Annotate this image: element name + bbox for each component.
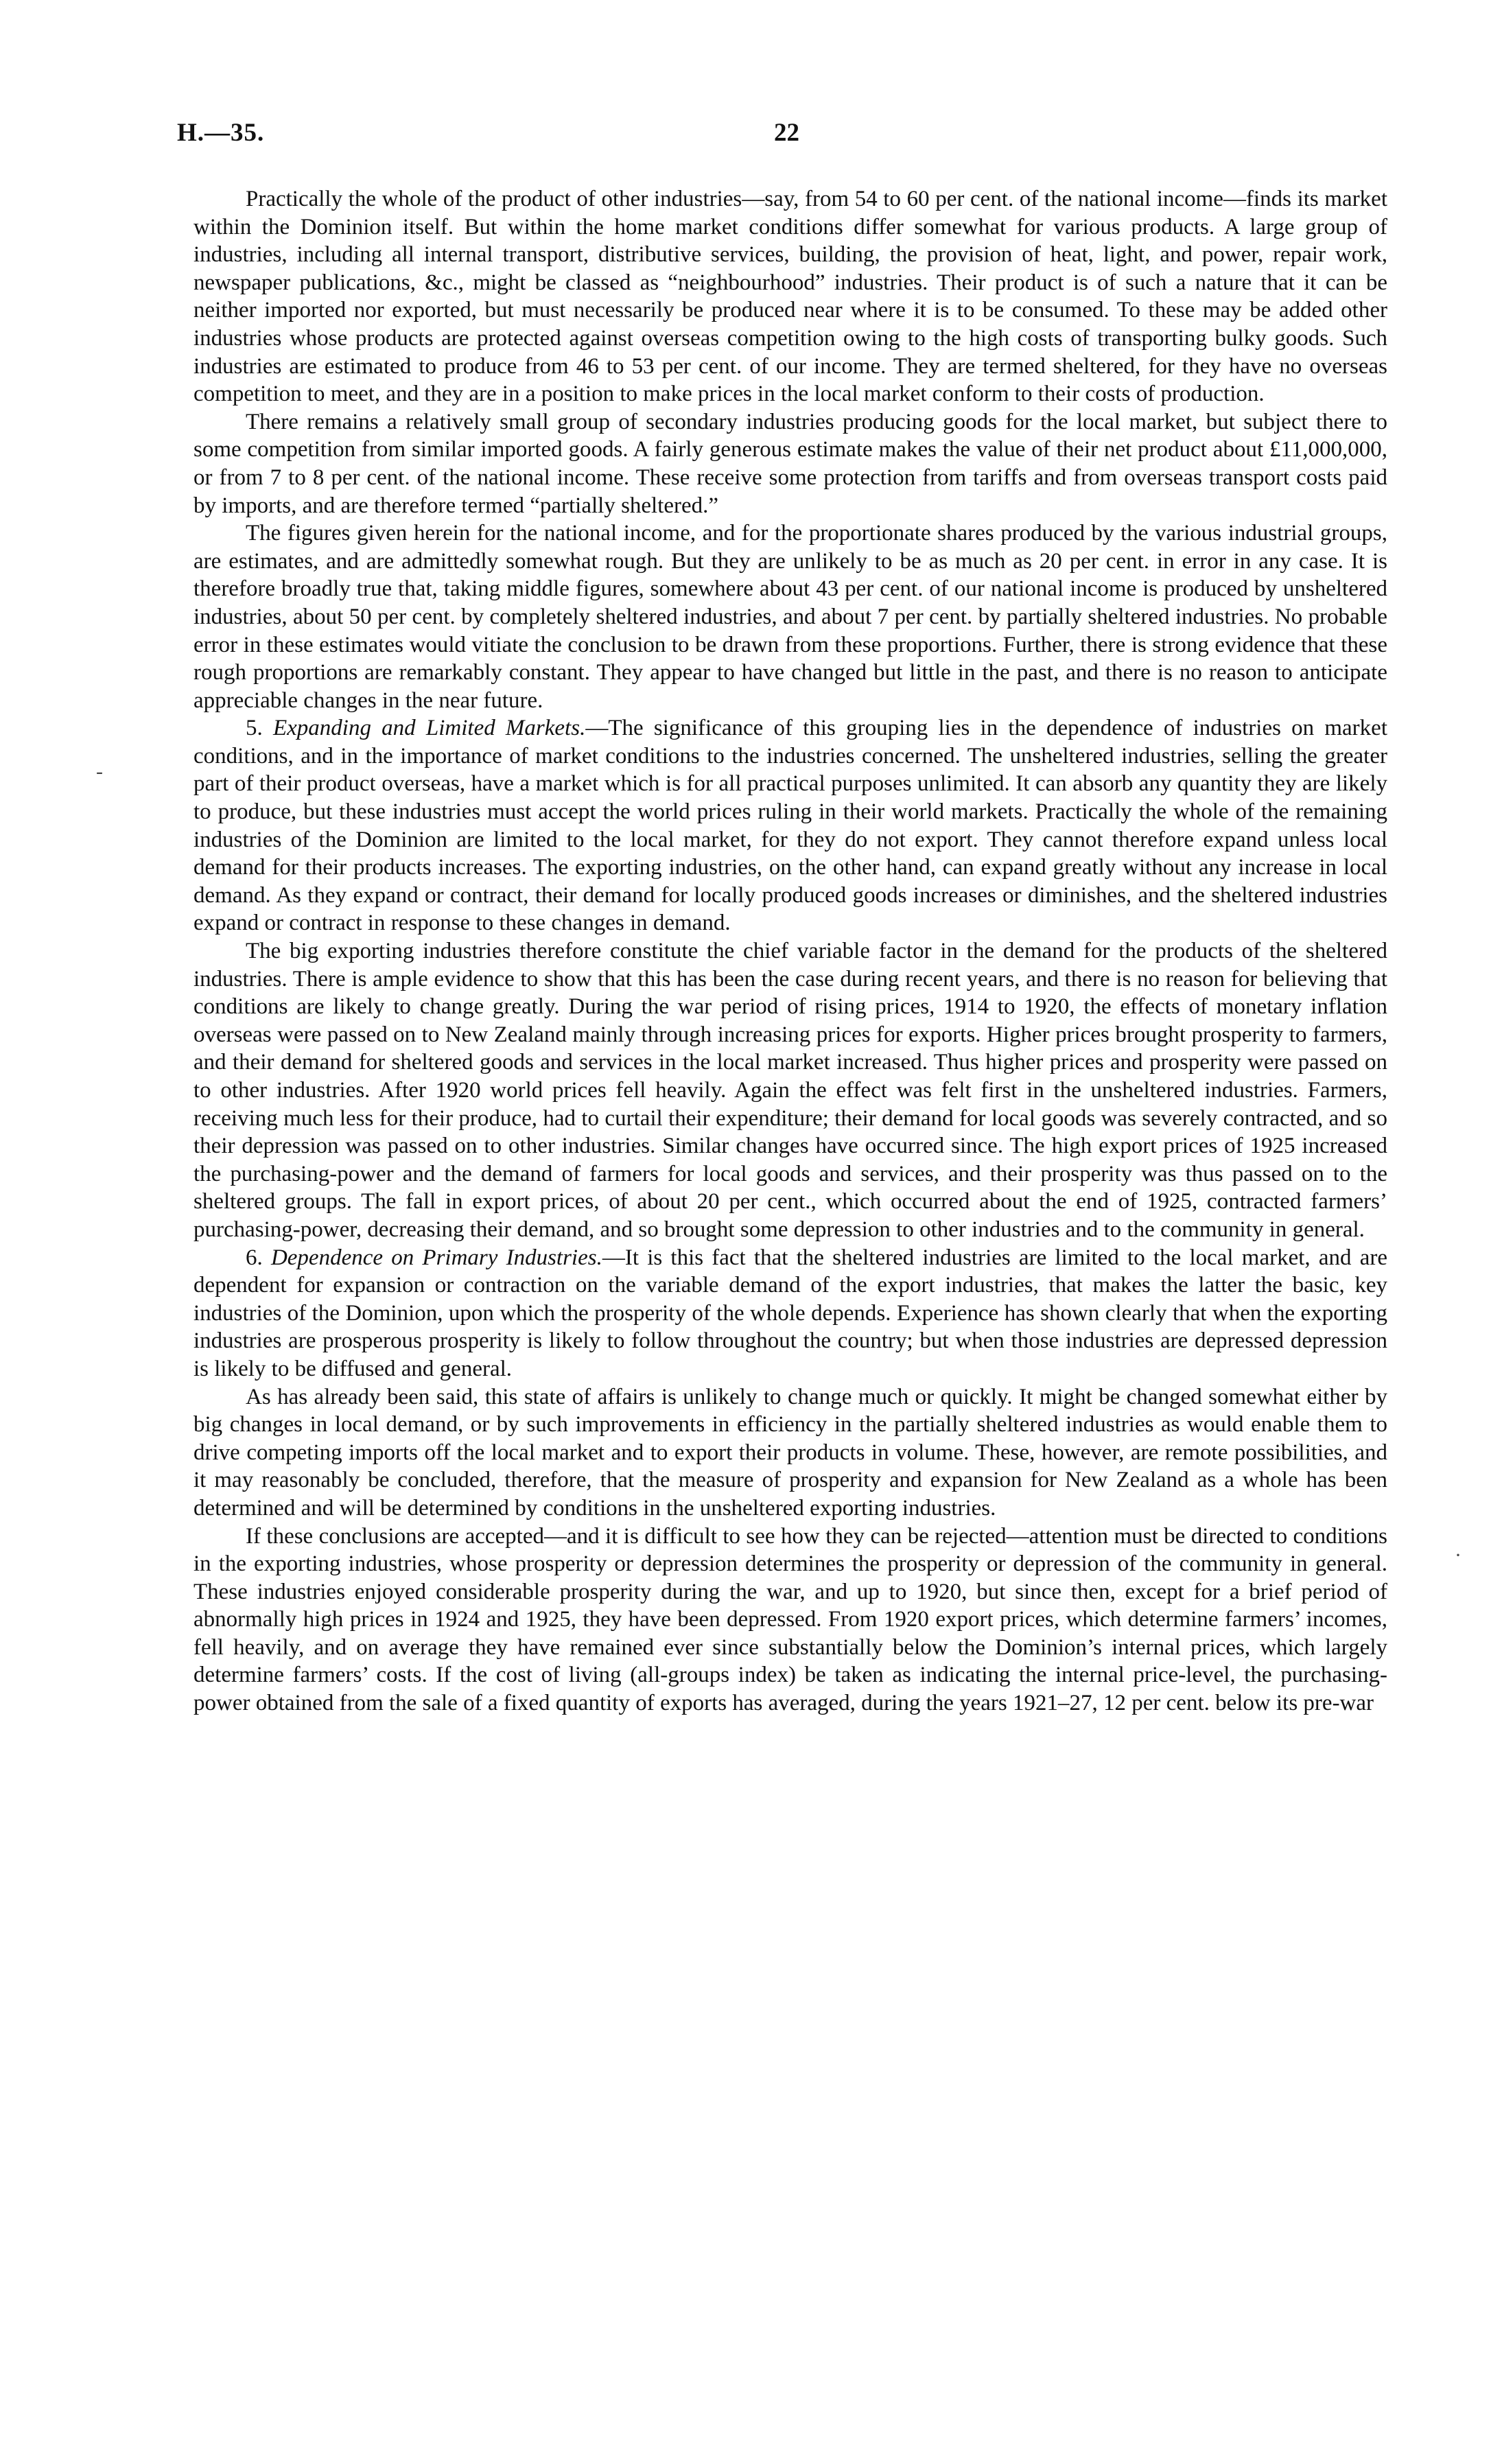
paragraph-text: —It is this fact that the sheltered industries are limited to the local market, and are dependent for expansion or contraction on the variable demand of the export industries, that makes the latter the basic, key industries of the Dominion, upon which the prosperity of the whole depends. Experience has shown clearly that when the exporting industries are prosperous prosperity is likely to follow throughout the country; but when those industries are depressed depression is likely to be diffused and general. [193,1245,1387,1381]
paragraph [193,714,1387,937]
section-heading: Dependence on Primary Industries. [270,1245,602,1270]
paragraph: Practically the whole of the product of other industries—say, from 54 to 60 per cent. of the national income—finds its market within the Dominion itself. But within the home market conditions differ somewhat for various products. A large group of industries, including all internal transport, distributive services, building, the provision of heat, light, and power, repair work, newspaper publications, &c., might be classed as “neighbourhood” industries. Their product is of such a nature that it can be neither imported nor exported, but must necessarily be produced near where it is to be consumed. To these may be added other industries whose products are protected against overseas competition owing to the high costs of transporting bulky goods. Such industries are estimated to produce from 46 to 53 per cent. of our income. They are termed sheltered, for they have no overseas competition to meet, and they are in a position to make prices in the local market conform to their costs of production. [193,187,1387,407]
section-number: 6. [246,1245,263,1270]
paragraph: If these conclusions are accepted—and it is difficult to see how they can be rejected—attention must be directed to conditions in the exporting industries, whose prosperity or depression determines the prosperity or depression of the community in general. These industries enjoyed considerable prosperity during the war, and up to 1920, but since then, except for a brief period of abnormally high prices in 1924 and 1925, they have been depressed. From 1920 export prices, which determine farmers’ incomes, fell heavily, and on average they have remained ever since substantially below the Dominion’s internal prices, which largely determine farmers’ costs. If the cost of living (all-groups index) be taken as indicating the internal price-level, the purchasing-power obtained from the sale of a fixed quantity of exports has averaged, during the years 1921–27, 12 per cent. below its pre-war [193,1523,1387,1716]
document-reference: H.—35. [177,119,265,147]
margin-dot: - [96,760,103,783]
running-header [0,118,1491,159]
body-text [193,185,1387,1717]
section-number: 5. [246,716,263,741]
margin-dot: · [1455,1544,1461,1567]
section-heading: Expanding and Limited Markets. [272,716,586,741]
paragraph: As has already been said, this state of affairs is unlikely to change much or quickly. It might be changed somewhat either by big changes in local demand, or by such improvements in efficiency in the partially sheltered industries as would enable them to drive competing imports off the local market and to export their products in volume. These, however, are remote possibilities, and it may reasonably be concluded, therefore, that the measure of prosperity and expansion for New Zealand as a whole has been determined and will be determined by conditions in the unsheltered exporting industries. [193,1384,1387,1521]
page-number: 22 [774,119,799,147]
paragraph: There remains a relatively small group of secondary industries producing goods for the local market, but subject there to some competition from similar imported goods. A fairly generous estimate makes the value of their net product about £11,000,000, or from 7 to 8 per cent. of the national income. These receive some protection from tariffs and from overseas transport costs paid by imports, and are therefore termed “partially sheltered.” [193,409,1387,518]
paragraph: The figures given herein for the national income, and for the proportionate shares produced by the various industrial groups, are estimates, and are admittedly somewhat rough. But they are unlikely to be as much as 20 per cent. in error in any case. It is therefore broadly true that, taking middle figures, somewhere about 43 per cent. of our national income is produced by unsheltered industries, about 50 per cent. by completely sheltered industries, and about 7 per cent. by partially sheltered industries. No probable error in these estimates would vitiate the conclusion to be drawn from these proportions. Further, there is strong evidence that these rough proportions are remarkably constant. They appear to have changed but little in the past, and there is no reason to anticipate appreciable changes in the near future. [193,521,1387,713]
paragraph-text: —The significance of this grouping lies in the dependence of industries on market conditions, and in the importance of market conditions to the industries concerned. The unsheltered industries, selling the greater part of their product overseas, have a market which is for all practical purposes unlimited. It can absorb any quantity they are likely to produce, but these industries must accept the world prices ruling in their world markets. Practically the whole of the remaining industries of the Dominion are limited to the local market, for they do not export. They cannot therefore expand unless local demand for their products increases. The exporting industries, on the other hand, can expand greatly without any increase in local demand. As they expand or contract, their demand for locally produced goods increases or diminishes, and the sheltered industries expand or contract in response to these changes in demand. [193,716,1387,936]
paragraph: The big exporting industries therefore constitute the chief variable factor in the demand for the products of the sheltered industries. There is ample evidence to show that this has been the case during recent years, and there is no reason for believing that conditions are likely to change greatly. During the war period of rising prices, 1914 to 1920, the effects of monetary inflation overseas were passed on to New Zealand mainly through increasing prices for exports. Higher prices brought prosperity to farmers, and their demand for sheltered goods and services in the local market increased. Thus higher prices and prosperity were passed on to other industries. After 1920 world prices fell heavily. Again the effect was felt first in the unsheltered industries. Farmers, receiving much less for their produce, had to curtail their expenditure; their demand for local goods was severely contracted, and so their depression was passed on to other industries. Similar changes have occurred since. The high export prices of 1925 increased the purchasing-power and the demand of farmers for local goods and services, and their prosperity was thus passed on to the sheltered groups. The fall in export prices, of about 20 per cent., which occurred about the end of 1925, contracted farmers’ purchasing-power, decreasing their demand, and so brought some depression to other industries and to the community in general. [193,939,1387,1242]
paragraph [193,1244,1387,1383]
